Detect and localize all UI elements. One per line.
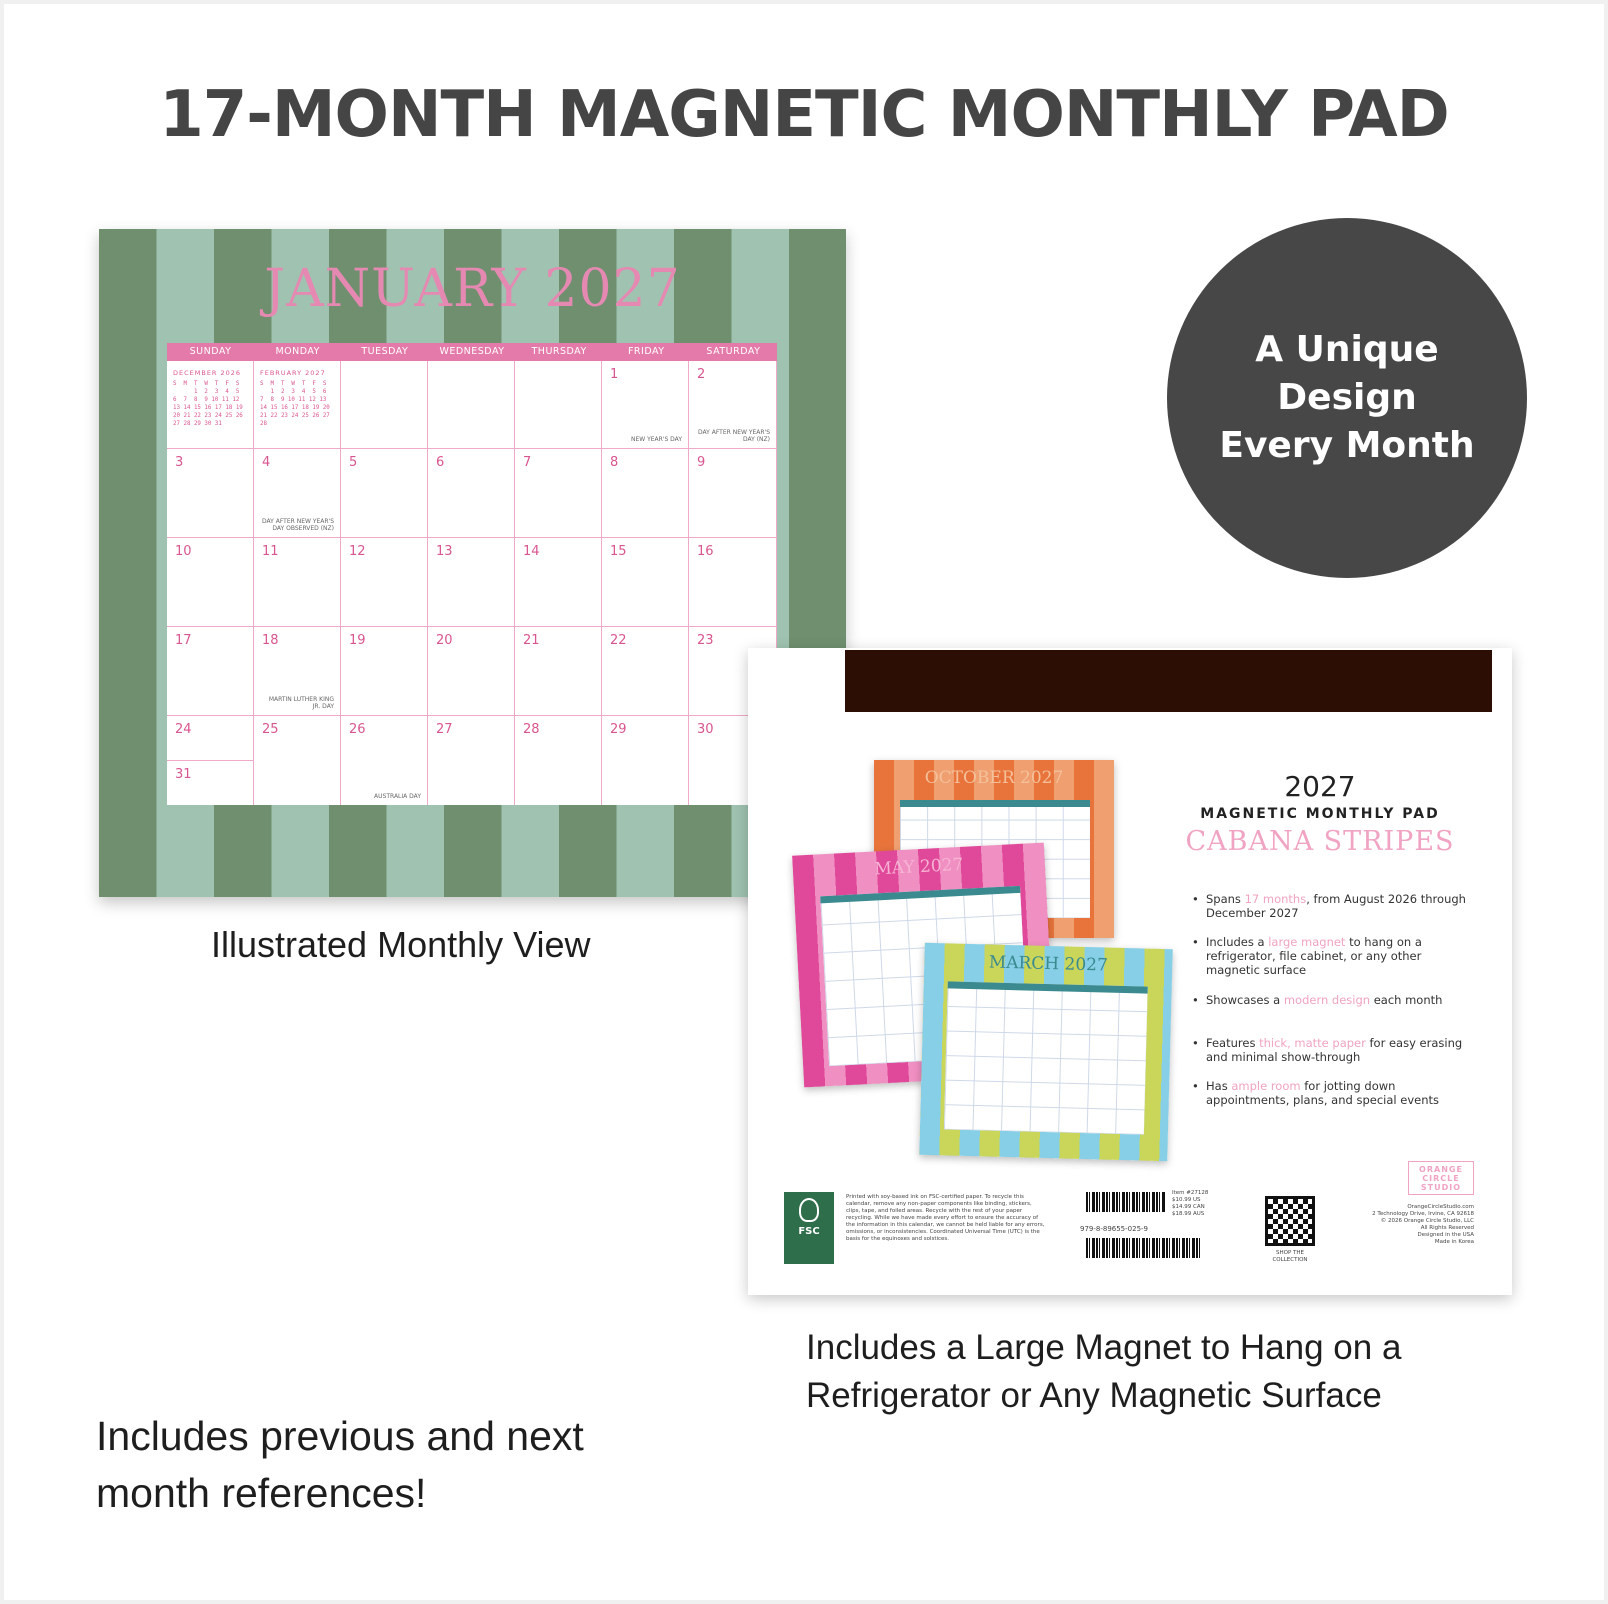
prev-month-title: DECEMBER 2026 [173,369,242,377]
day-cell [428,449,515,538]
day-number: 28 [523,722,540,737]
day-cell [167,449,254,538]
day-cell [428,627,515,716]
day-cell [515,716,602,805]
day-number: 19 [349,633,366,648]
feature-text: Includes a [1206,935,1269,949]
day-cell [602,716,689,805]
day-cell [602,538,689,627]
badge-text: A Unique Design Every Month [1219,329,1475,466]
march-sample-title: MARCH 2027 [988,952,1109,976]
feature-highlight: large magnet [1268,935,1346,949]
weekday-monday: MONDAY [275,346,320,357]
isbn-text: 979-8-89655-025-9 [1080,1225,1149,1233]
day-cell [428,716,515,805]
day-cell [515,449,602,538]
weekday-tuesday: TUESDAY [361,346,409,357]
qr-code [1265,1196,1315,1246]
day-number: 15 [610,544,627,559]
caption-monthly-view: Illustrated Monthly View [211,924,591,965]
empty-cell [515,361,602,449]
magnet-strip [845,650,1492,712]
next-month-title: FEBRUARY 2027 [260,369,326,377]
feature-item [1206,892,1466,920]
may-sample-header [820,886,1020,903]
next-month-grid: S M T W T F S 1 2 3 4 5 6 7 8 9 10 11 12 13 14 15 16 17 18 19 20 21 22 23 24 25 26 27 28 [260,381,330,427]
feature-text: for easy erasing and minimal show-through [1206,1036,1463,1064]
upc-barcode [1086,1192,1166,1212]
feature-text: Features [1206,1036,1260,1050]
feature-highlight: 17 months [1244,892,1307,906]
fsc-logo [784,1192,834,1264]
feature-text: each month [1370,993,1443,1007]
feature-highlight: ample room [1231,1079,1301,1093]
day-number: 29 [610,722,627,737]
publisher-info: OrangeCircleStudio.com 2 Technology Drive, Irvine, CA 92618 © 2026 Orange Circle Studio, LLC All Rights Reserved Designed in the USA Made in Korea [1372,1204,1474,1245]
holiday-label: DAY AFTER NEW YEAR'S DAY OBSERVED (NZ) [262,518,335,532]
feature-highlight: modern design [1283,993,1371,1007]
holiday-label: NEW YEAR'S DAY [630,436,682,443]
day-number: 4 [262,455,271,470]
holiday-label: AUSTRALIA DAY [374,793,421,800]
pad-year: 2027 [1284,770,1356,803]
tree-icon [799,1198,819,1222]
fsc-label: FSC [798,1226,820,1237]
day-cell [167,627,254,716]
day-cell [602,449,689,538]
feature-text: to hang on a refrigerator, file cabinet, or any other magnetic surface [1206,935,1422,977]
may-sample-title: MAY 2027 [873,854,964,880]
weekday-sunday: SUNDAY [189,346,232,357]
day-cell [167,761,254,805]
feature-item [1206,993,1466,1007]
day-number: 20 [436,633,453,648]
october-sample-header [900,800,1090,807]
day-cell [341,627,428,716]
day-grid [167,361,777,805]
pad-product: MAGNETIC MONTHLY PAD [1200,806,1440,822]
day-number: 5 [349,455,358,470]
caption-magnet: Includes a Large Magnet to Hang on a Refrigerator or Any Magnetic Surface [806,1328,1402,1415]
unique-design-badge [1167,218,1527,578]
feature-item [1206,935,1466,977]
weekday-wednesday: WEDNESDAY [439,346,505,357]
day-number: 11 [262,544,279,559]
day-number: 2 [697,367,706,382]
next-month-cell [254,361,341,449]
pad-collection-name: CABANA STRIPES [1185,826,1455,857]
day-number: 25 [262,722,279,737]
day-number: 9 [697,455,706,470]
day-number: 18 [262,633,279,648]
feature-text: for jotting down appointments, plans, and special events [1206,1079,1440,1107]
day-cell [341,716,428,805]
day-cell [602,361,689,449]
day-number: 6 [436,455,445,470]
march-sample-grid [944,981,1148,1134]
holiday-label: DAY AFTER NEW YEAR'S DAY (NZ) [698,429,771,443]
qr-label: SHOP THE COLLECTION [1272,1250,1308,1263]
day-cell [254,627,341,716]
day-cell [428,538,515,627]
weekday-header [167,343,777,361]
day-cell [254,538,341,627]
march-sample-header [948,981,1148,993]
empty-cell [341,361,428,449]
day-cell [167,716,254,761]
day-cell [341,538,428,627]
feature-item [1206,1079,1466,1107]
march-sample [919,943,1172,1161]
feature-text: Spans [1206,892,1245,906]
day-number: 8 [610,455,619,470]
day-number: 17 [175,633,192,648]
isbn-barcode [1086,1238,1202,1258]
price-text: Item #27128 $10.99 US $14.99 CAN $18.99 AUS [1172,1190,1209,1217]
day-number: 13 [436,544,453,559]
orange-circle-studio-logo: ORANGE CIRCLE STUDIO [1408,1161,1474,1195]
day-number: 23 [697,633,714,648]
holiday-label: MARTIN LUTHER KING JR. DAY [268,696,334,710]
day-cell [515,538,602,627]
january-calendar [99,229,846,897]
day-cell [689,449,777,538]
empty-cell [428,361,515,449]
fine-print: Printed with soy-based ink on FSC-certified paper. To recycle this calendar, remove any non-paper components like binding, stickers, clips, tape, and foiled areas. Recycle with the rest of your paper recycling. While we have made every effort to ensure the accuracy of the information in this calendar, we cannot be held liable for any errors, omissions, or inconsistencies. Coordinated Universal Time (UTC) is the basis for the equinoxes and solstices. [846,1194,1045,1242]
day-number: 3 [175,455,184,470]
day-number: 30 [697,722,714,737]
weekday-saturday: SATURDAY [706,346,761,357]
calendar-sheet [167,343,777,805]
day-number: 12 [349,544,366,559]
day-cell [515,627,602,716]
day-number: 22 [610,633,627,648]
day-number: 7 [523,455,532,470]
day-cell [341,449,428,538]
day-number: 31 [175,767,192,782]
next-month-reference [260,369,334,428]
day-cell [602,627,689,716]
day-number: 27 [436,722,453,737]
feature-text: Has [1206,1079,1232,1093]
calendar-title: JANUARY 2027 [264,259,681,319]
day-number: 21 [523,633,540,648]
feature-item [1206,1036,1466,1064]
feature-highlight: thick, matte paper [1259,1036,1366,1050]
prev-month-cell [167,361,254,449]
weekday-thursday: THURSDAY [531,346,587,357]
prev-month-reference [173,369,247,428]
day-number: 1 [610,367,619,382]
day-number: 26 [349,722,366,737]
prev-month-grid: S M T W T F S 1 2 3 4 5 6 7 8 9 10 11 12 13 14 15 16 17 18 19 20 21 22 23 24 25 26 27 28 29 30 31 [173,381,243,427]
headline: 17-MONTH MAGNETIC MONTHLY PAD [159,78,1449,152]
day-cell [254,716,341,805]
feature-text: Showcases a [1206,993,1284,1007]
day-number: 14 [523,544,540,559]
day-number: 24 [175,722,192,737]
day-number: 10 [175,544,192,559]
feature-text: , from August 2026 through December 2027 [1206,892,1466,920]
day-cell [254,449,341,538]
day-number: 16 [697,544,714,559]
day-cell [167,538,254,627]
weekday-friday: FRIDAY [627,346,665,357]
october-sample-title: OCTOBER 2027 [924,768,1064,788]
day-cell [689,538,777,627]
day-cell [689,361,777,449]
caption-references: Includes previous and next month references! [96,1413,584,1516]
